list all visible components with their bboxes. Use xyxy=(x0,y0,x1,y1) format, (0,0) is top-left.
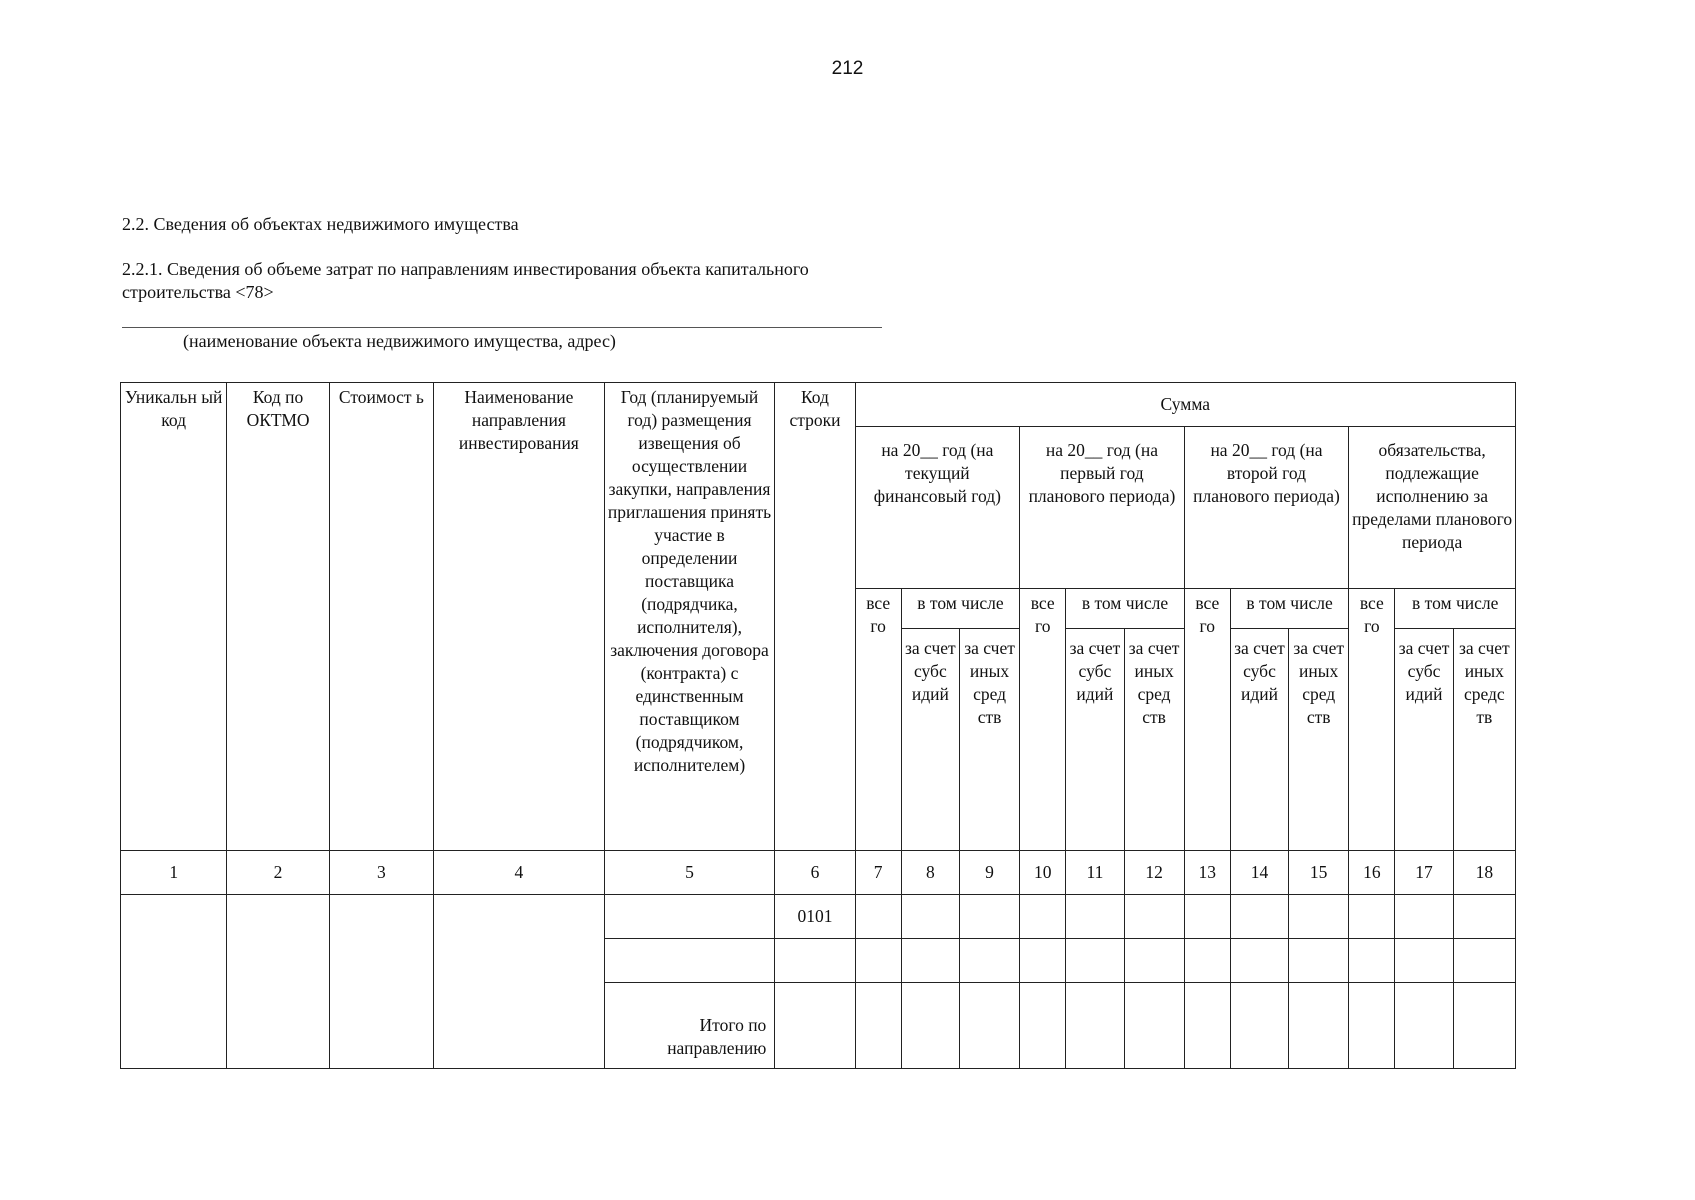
column-number: 6 xyxy=(775,851,855,895)
header-other-beyond: за счет иных средс тв xyxy=(1453,629,1515,851)
header-including-beyond: в том числе xyxy=(1395,589,1516,629)
column-number: 13 xyxy=(1184,851,1230,895)
cell-value xyxy=(1230,983,1288,1069)
column-number: 8 xyxy=(901,851,959,895)
cell-value xyxy=(855,939,901,983)
cell-value xyxy=(1349,983,1395,1069)
column-number: 5 xyxy=(604,851,775,895)
header-other-current: за счет иных сред ств xyxy=(959,629,1019,851)
header-total-first: все го xyxy=(1020,589,1066,851)
cell-value xyxy=(1349,895,1395,939)
cell-value xyxy=(1395,983,1453,1069)
direction-total-label: Итого по направлению xyxy=(604,983,775,1069)
cell-oktmo xyxy=(227,895,329,1069)
cell-value xyxy=(1453,939,1515,983)
cell-value xyxy=(1184,983,1230,1069)
cell-value xyxy=(959,983,1019,1069)
header-subsidies-current: за счет субс идий xyxy=(901,629,959,851)
cell-value xyxy=(1184,939,1230,983)
cell-cost xyxy=(329,895,433,1069)
cell-value xyxy=(1066,895,1124,939)
cell-value xyxy=(1066,939,1124,983)
header-other-second: за счет иных сред ств xyxy=(1289,629,1349,851)
section-title: 2.2. Сведения об объектах недвижимого имущества xyxy=(122,214,519,234)
column-number: 17 xyxy=(1395,851,1453,895)
column-numbers-row xyxy=(121,851,1516,895)
cell-value xyxy=(1124,939,1184,983)
cell-value xyxy=(1020,895,1066,939)
cell-value xyxy=(1020,983,1066,1069)
table-row xyxy=(121,895,1516,939)
object-caption: (наименование объекта недвижимого имущества, адрес) xyxy=(183,331,616,351)
subsection-title: 2.2.1. Сведения об объеме затрат по направлениям инвестирования объекта капитального строительства <78> xyxy=(122,259,809,302)
cell-value xyxy=(1349,939,1395,983)
cell-value xyxy=(901,983,959,1069)
column-number: 16 xyxy=(1349,851,1395,895)
column-number: 18 xyxy=(1453,851,1515,895)
cell-value xyxy=(901,939,959,983)
header-total-current: все го xyxy=(855,589,901,851)
cell-value xyxy=(959,939,1019,983)
cell-value xyxy=(901,895,959,939)
object-name-line xyxy=(122,327,882,328)
column-number: 7 xyxy=(855,851,901,895)
cell-value xyxy=(855,983,901,1069)
cell-line-code xyxy=(775,983,855,1069)
column-number: 2 xyxy=(227,851,329,895)
column-number: 11 xyxy=(1066,851,1124,895)
header-sum: Сумма xyxy=(855,383,1515,427)
investment-costs-table xyxy=(120,382,1516,1069)
column-number: 4 xyxy=(434,851,605,895)
column-number: 1 xyxy=(121,851,227,895)
header-other-first: за счет иных сред ств xyxy=(1124,629,1184,851)
cell-value xyxy=(1453,895,1515,939)
cell-year xyxy=(604,939,775,983)
cell-value xyxy=(1230,895,1288,939)
column-number: 9 xyxy=(959,851,1019,895)
header-subsidies-second: за счет субс идий xyxy=(1230,629,1288,851)
cell-value xyxy=(1230,939,1288,983)
header-first-plan-year: на 20__ год (на первый год планового периода) xyxy=(1020,427,1185,589)
header-subsidies-beyond: за счет субс идий xyxy=(1395,629,1453,851)
cell-value xyxy=(1289,895,1349,939)
header-including-current: в том числе xyxy=(901,589,1019,629)
cell-value xyxy=(1453,983,1515,1069)
header-current-year: на 20__ год (на текущий финансовый год) xyxy=(855,427,1020,589)
header-total-second: все го xyxy=(1184,589,1230,851)
column-number: 3 xyxy=(329,851,433,895)
column-number: 15 xyxy=(1289,851,1349,895)
header-direction-name: Наименование направления инвестирования xyxy=(434,383,605,851)
cell-value xyxy=(1124,895,1184,939)
header-line-code: Код строки xyxy=(775,383,855,851)
cell-value xyxy=(1066,983,1124,1069)
header-beyond-plan: обязательства, подлежащие исполнению за пределами планового периода xyxy=(1349,427,1516,589)
header-unique-code: Уникальн ый код xyxy=(121,383,227,851)
page-number: 212 xyxy=(831,58,864,79)
header-cost: Стоимост ь xyxy=(329,383,433,851)
column-number: 12 xyxy=(1124,851,1184,895)
cell-line-code xyxy=(775,939,855,983)
header-including-second: в том числе xyxy=(1230,589,1348,629)
cell-value xyxy=(1289,939,1349,983)
cell-value xyxy=(1395,939,1453,983)
cell-year xyxy=(604,895,775,939)
cell-unique-code xyxy=(121,895,227,1069)
cell-direction-name xyxy=(434,895,605,1069)
cell-value xyxy=(855,895,901,939)
header-including-first: в том числе xyxy=(1066,589,1184,629)
cell-value xyxy=(1395,895,1453,939)
cell-value xyxy=(1020,939,1066,983)
header-total-beyond: все го xyxy=(1349,589,1395,851)
header-year: Год (планируемый год) размещения извещения об осуществлении закупки, направления приглашения принять участие в определении поставщика (подрядчика, исполнителя), заключения договора (контракта) с единственным поставщиком (подрядчиком, исполнителем) xyxy=(604,383,775,851)
cell-value xyxy=(1124,983,1184,1069)
header-second-plan-year: на 20__ год (на второй год планового периода) xyxy=(1184,427,1349,589)
cell-value xyxy=(1184,895,1230,939)
cell-value xyxy=(959,895,1019,939)
column-number: 14 xyxy=(1230,851,1288,895)
cell-line-code: 0101 xyxy=(775,895,855,939)
header-subsidies-first: за счет субс идий xyxy=(1066,629,1124,851)
column-number: 10 xyxy=(1020,851,1066,895)
header-oktmo: Код по ОКТМО xyxy=(227,383,329,851)
cell-value xyxy=(1289,983,1349,1069)
